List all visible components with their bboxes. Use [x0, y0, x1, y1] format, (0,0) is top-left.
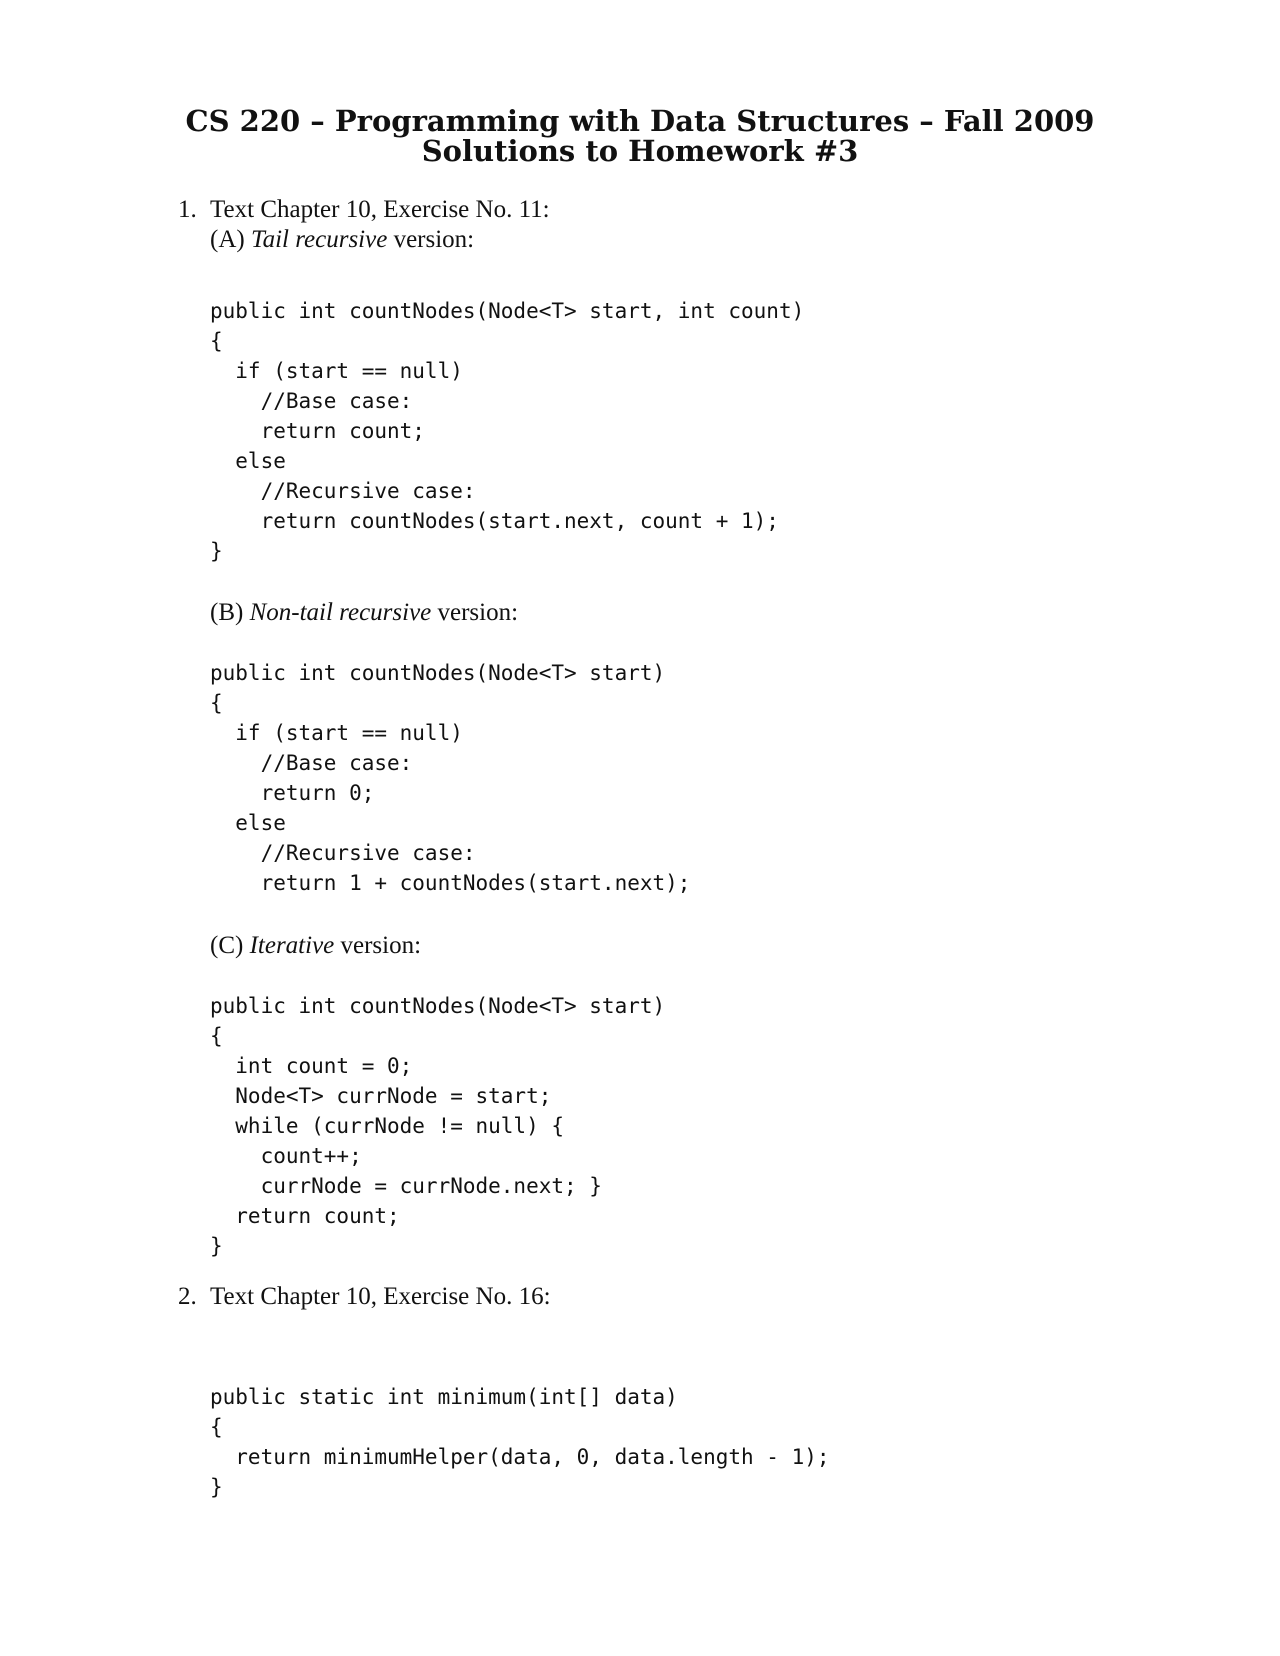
- problem-2-heading: Text Chapter 10, Exercise No. 16:: [210, 1283, 551, 1310]
- code-line: return minimumHelper(data, 0, data.length - 1);: [210, 1445, 830, 1469]
- part-a-label: (A): [210, 226, 245, 253]
- code-line: }: [210, 1475, 223, 1499]
- code-line: //Base case:: [210, 751, 413, 775]
- code-line: return 1 + countNodes(start.next);: [210, 871, 691, 895]
- code-line: while (currNode != null) {: [210, 1114, 565, 1138]
- code-line: {: [210, 329, 223, 353]
- part-a-suffix: version:: [393, 226, 475, 253]
- problem-1-heading: Text Chapter 10, Exercise No. 11:: [210, 196, 550, 223]
- code-line: //Base case:: [210, 389, 413, 413]
- part-b-label: (B): [210, 599, 244, 626]
- code-line: {: [210, 691, 223, 715]
- part-c-kind: Iterative: [249, 932, 335, 959]
- code-line: count++;: [210, 1144, 362, 1168]
- part-b-label-line: [210, 599, 518, 627]
- document-subtitle: Solutions to Homework #3: [421, 134, 859, 168]
- problem-2-number: 2.: [178, 1283, 197, 1310]
- part-c-label-line: [210, 932, 421, 960]
- part-a-label-line: [210, 226, 474, 254]
- code-line: return count;: [210, 419, 425, 443]
- code-line: return countNodes(start.next, count + 1);: [210, 509, 779, 533]
- part-c-suffix: version:: [340, 932, 422, 959]
- part-c-label: (C): [210, 932, 244, 959]
- problem-1-number: 1.: [178, 196, 197, 223]
- code-line: if (start == null): [210, 721, 463, 745]
- code-line: int count = 0;: [210, 1054, 413, 1078]
- document-title: CS 220 – Programming with Data Structures – Fall 2009: [185, 104, 1095, 138]
- code-line: public int countNodes(Node<T> start, int count): [210, 299, 805, 323]
- code-line: public int countNodes(Node<T> start): [210, 994, 666, 1018]
- part-b-kind: Non-tail recursive: [249, 599, 432, 626]
- code-line: else: [210, 449, 286, 473]
- code-line: }: [210, 539, 223, 563]
- code-line: public int countNodes(Node<T> start): [210, 661, 666, 685]
- code-line: {: [210, 1415, 223, 1439]
- code-line: //Recursive case:: [210, 479, 476, 503]
- code-line: return count;: [210, 1204, 400, 1228]
- code-line: currNode = currNode.next; }: [210, 1174, 602, 1198]
- code-line: if (start == null): [210, 359, 463, 383]
- code-line: Node<T> currNode = start;: [210, 1084, 552, 1108]
- code-line: public static int minimum(int[] data): [210, 1385, 678, 1409]
- code-line: {: [210, 1024, 223, 1048]
- code-line: return 0;: [210, 781, 375, 805]
- code-line: //Recursive case:: [210, 841, 476, 865]
- code-line: else: [210, 811, 286, 835]
- part-a-kind: Tail recursive: [250, 226, 388, 253]
- part-b-suffix: version:: [437, 599, 519, 626]
- code-line: }: [210, 1234, 223, 1258]
